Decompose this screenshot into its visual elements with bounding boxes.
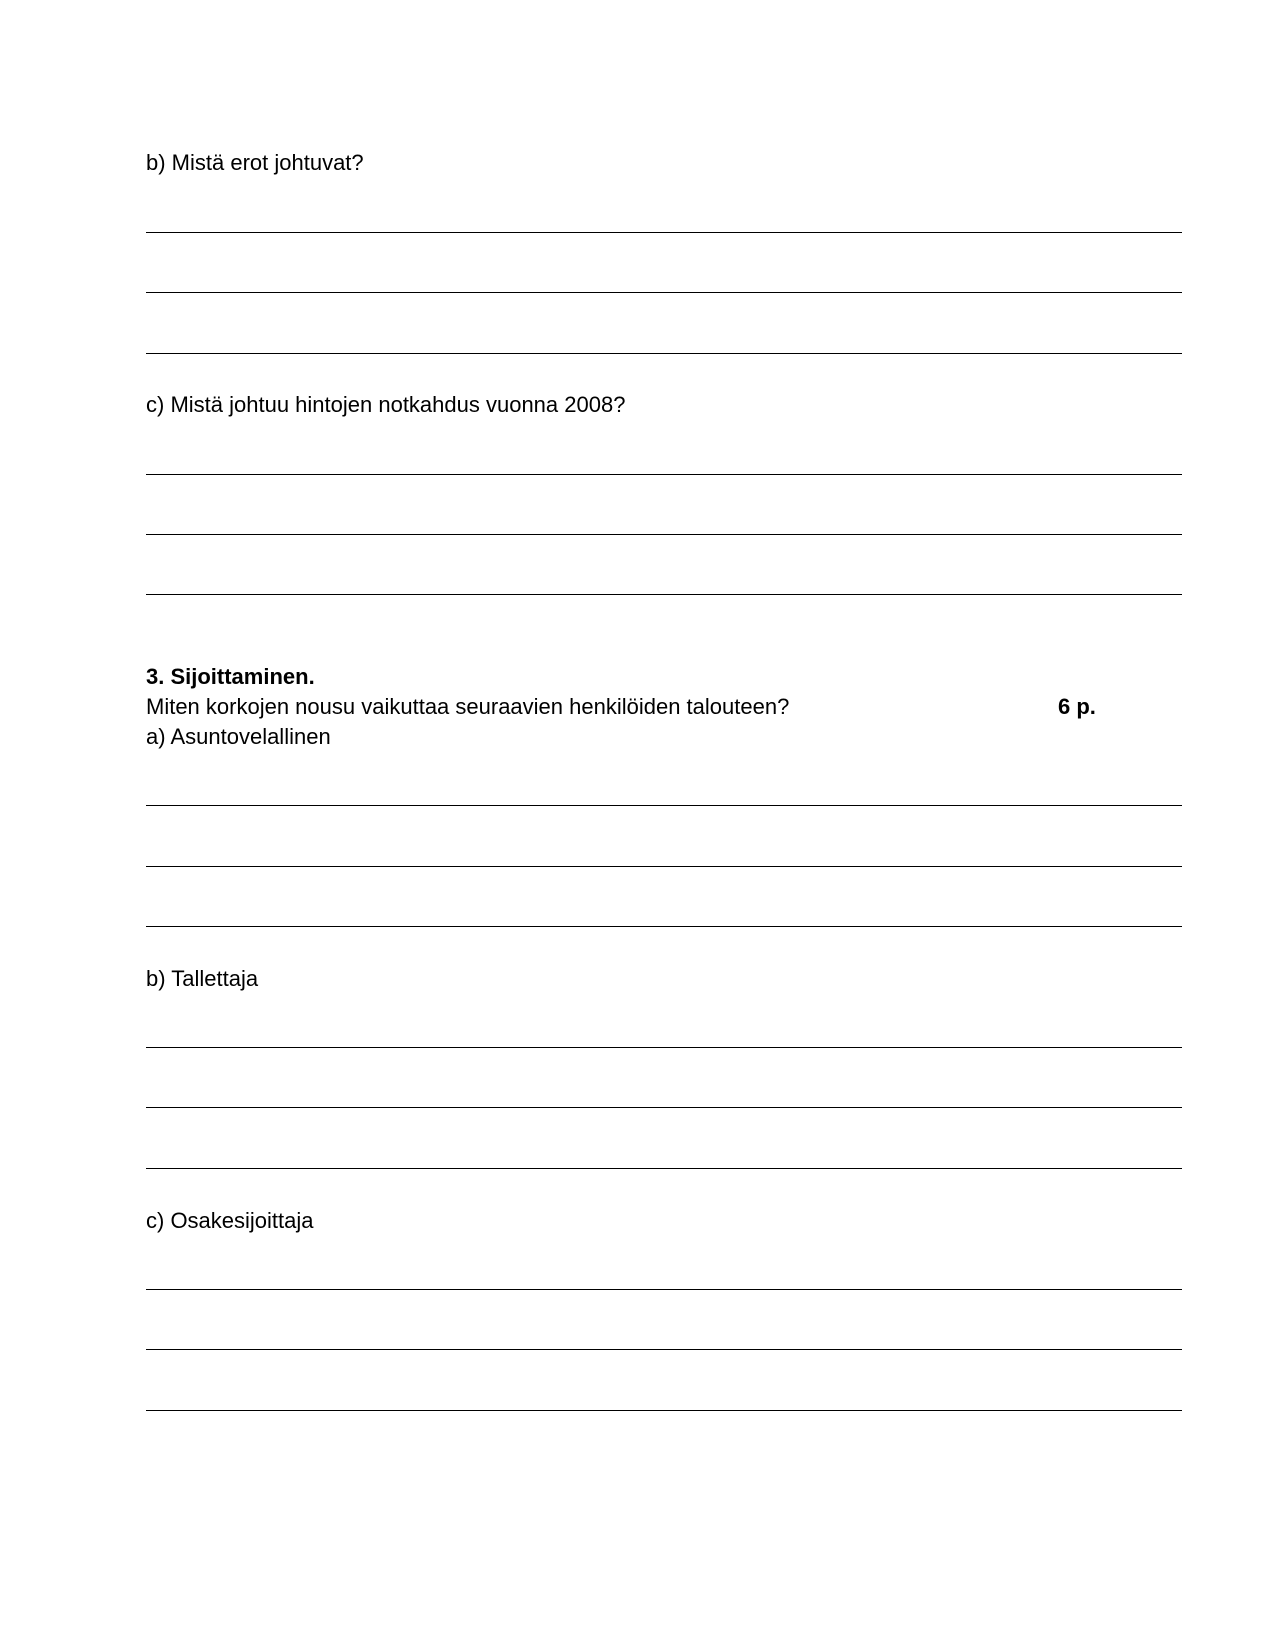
answer-line-2b-2[interactable] [146, 292, 1182, 293]
question-3-prompt: Miten korkojen nousu vaikuttaa seuraavien henkilöiden talouteen? [146, 694, 790, 719]
answer-line-3b-1[interactable] [146, 1047, 1182, 1048]
answer-line-2c-3[interactable] [146, 594, 1182, 595]
answer-line-3a-1[interactable] [146, 805, 1182, 806]
question-3-points: 6 p. [1058, 694, 1096, 719]
answer-line-2b-1[interactable] [146, 232, 1182, 233]
answer-line-2c-2[interactable] [146, 534, 1182, 535]
question-3-title: 3. Sijoittaminen. [146, 664, 315, 689]
question-3a-label: a) Asuntovelallinen [146, 724, 331, 749]
answer-line-3b-2[interactable] [146, 1107, 1182, 1108]
answer-line-2b-3[interactable] [146, 353, 1182, 354]
answer-line-3a-3[interactable] [146, 926, 1182, 927]
answer-line-3c-1[interactable] [146, 1289, 1182, 1290]
question-2b-label: b) Mistä erot johtuvat? [146, 150, 364, 175]
question-3b-label: b) Tallettaja [146, 966, 259, 991]
answer-line-3a-2[interactable] [146, 866, 1182, 867]
answer-line-3b-3[interactable] [146, 1168, 1182, 1169]
answer-line-3c-2[interactable] [146, 1349, 1182, 1350]
question-2c-label: c) Mistä johtuu hintojen notkahdus vuonna 2008? [146, 392, 626, 417]
question-3c-label: c) Osakesijoittaja [146, 1208, 314, 1233]
answer-line-3c-3[interactable] [146, 1410, 1182, 1411]
answer-line-2c-1[interactable] [146, 474, 1182, 475]
